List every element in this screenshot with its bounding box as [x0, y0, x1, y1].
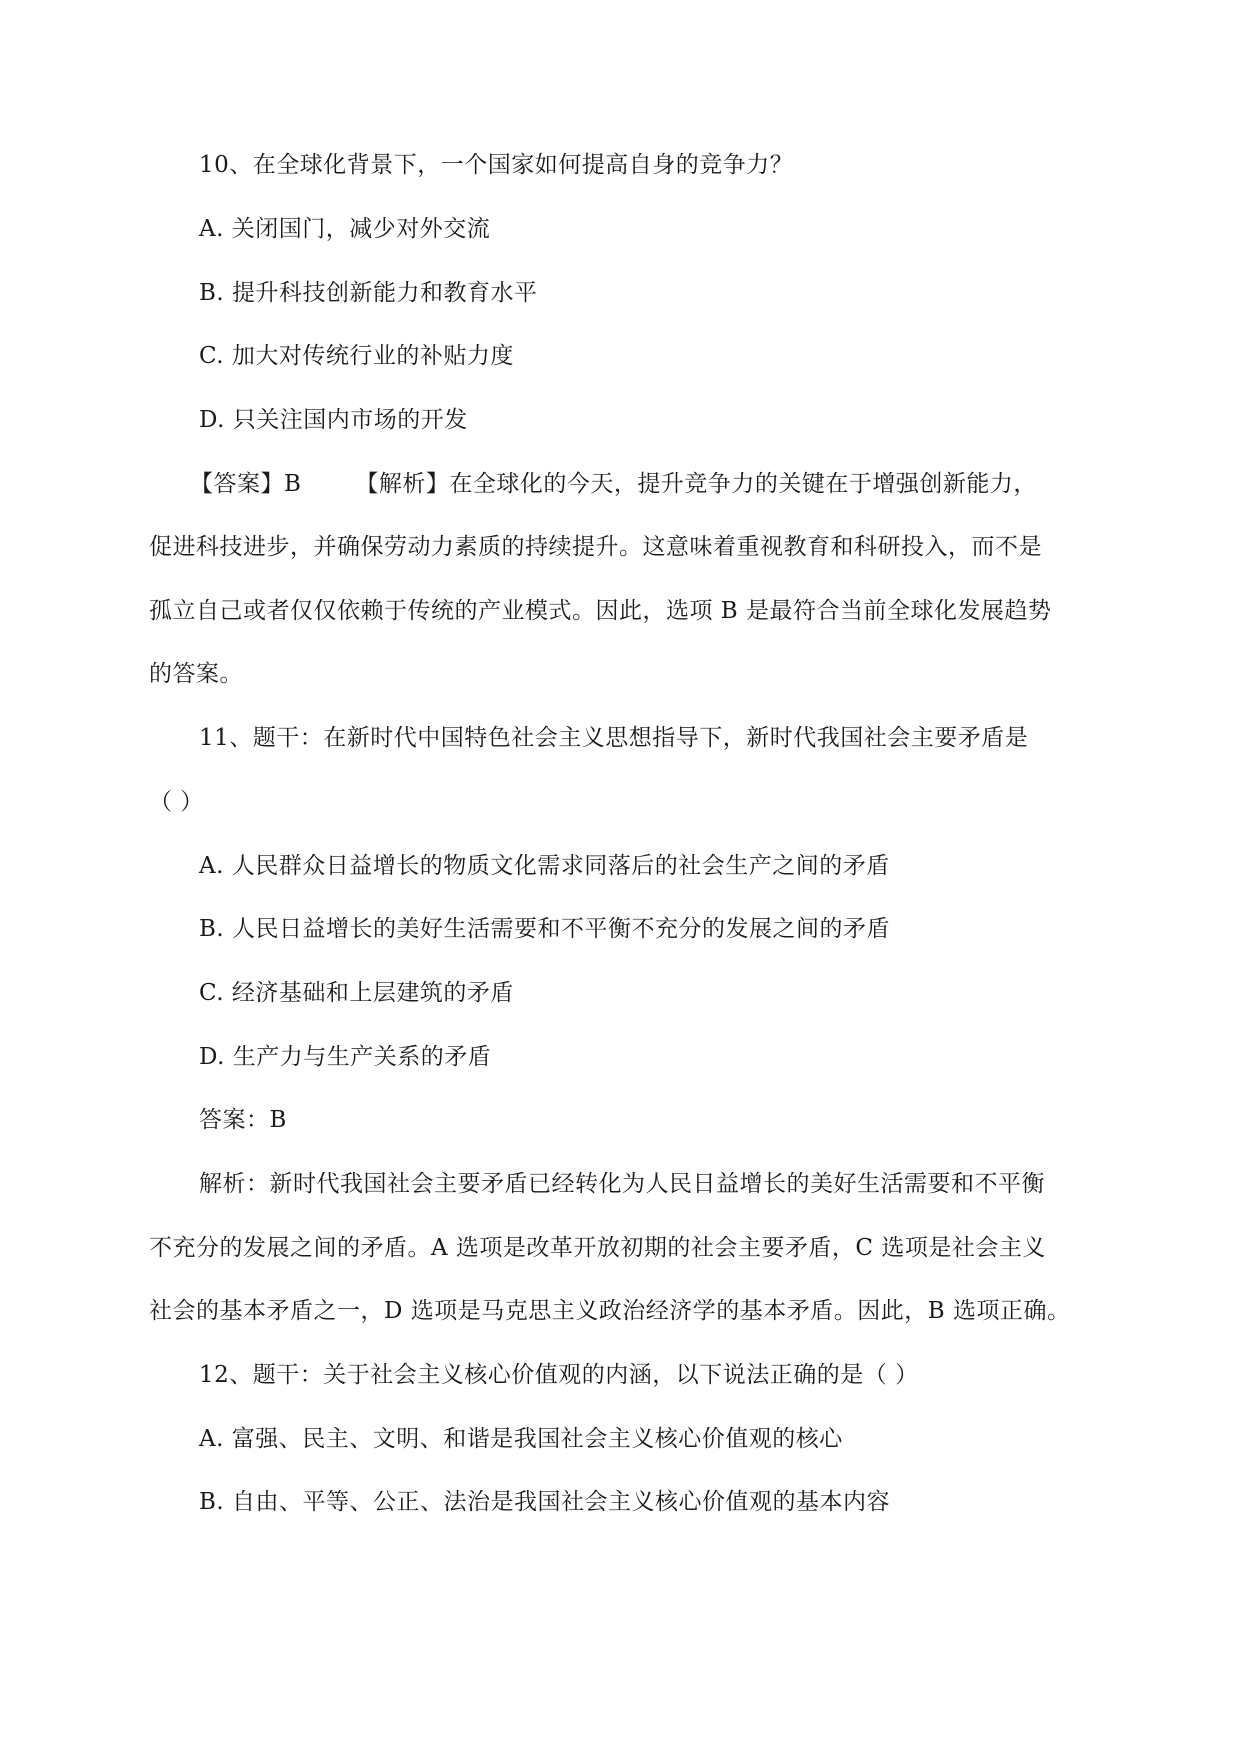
question-10-option-a: A. 关闭国门，减少对外交流 [199, 216, 491, 242]
question-10-option-b: B. 提升科技创新能力和教育水平 [199, 280, 538, 306]
question-10-answer-analysis [190, 469, 1037, 499]
question-11-analysis-line-2: 不充分的发展之间的矛盾。A 选项是改革开放初期的社会主要矛盾，C 选项是社会主义 [149, 1235, 1046, 1261]
question-11-option-c: C. 经济基础和上层建筑的矛盾 [199, 980, 514, 1006]
question-11-analysis-line-3: 社会的基本矛盾之一，D 选项是马克思主义政治经济学的基本矛盾。因此，B 选项正确。 [149, 1298, 1071, 1324]
question-10-analysis-line-2: 促进科技进步，并确保劳动力素质的持续提升。这意味着重视教育和科研投入，而不是 [149, 534, 1042, 560]
question-11-option-a: A. 人民群众日益增长的物质文化需求同落后的社会生产之间的矛盾 [199, 853, 890, 879]
question-11-analysis-line-1: 解析：新时代我国社会主要矛盾已经转化为人民日益增长的美好生活需要和不平衡 [199, 1171, 1045, 1197]
question-11-option-b: B. 人民日益增长的美好生活需要和不平衡不充分的发展之间的矛盾 [199, 916, 891, 942]
question-11-answer: 答案：B [199, 1107, 287, 1133]
question-12-option-b: B. 自由、平等、公正、法治是我国社会主义核心价值观的基本内容 [199, 1489, 891, 1515]
question-10-option-c: C. 加大对传统行业的补贴力度 [199, 343, 514, 369]
question-11-option-d: D. 生产力与生产关系的矛盾 [199, 1044, 492, 1070]
question-10-answer: 【答案】B [190, 471, 302, 497]
question-12-stem: 12、题干：关于社会主义核心价值观的内涵，以下说法正确的是（ ） [199, 1362, 919, 1388]
question-10-stem: 10、在全球化背景下，一个国家如何提高自身的竞争力？ [199, 152, 794, 178]
question-10-option-d: D. 只关注国内市场的开发 [199, 407, 468, 433]
question-10-analysis-line-4: 的答案。 [149, 661, 243, 687]
question-12-option-a: A. 富强、民主、文明、和谐是我国社会主义核心价值观的核心 [199, 1426, 843, 1452]
question-10-analysis-line-1: 【解析】在全球化的今天，提升竞争力的关键在于增强创新能力， [355, 471, 1037, 497]
question-11-stem: 11、题干：在新时代中国特色社会主义思想指导下，新时代我国社会主要矛盾是 [199, 725, 1029, 751]
question-10-analysis-line-3: 孤立自己或者仅仅依赖于传统的产业模式。因此，选项 B 是最符合当前全球化发展趋势 [149, 598, 1052, 624]
question-11-stem-blank: （ ） [149, 789, 204, 815]
